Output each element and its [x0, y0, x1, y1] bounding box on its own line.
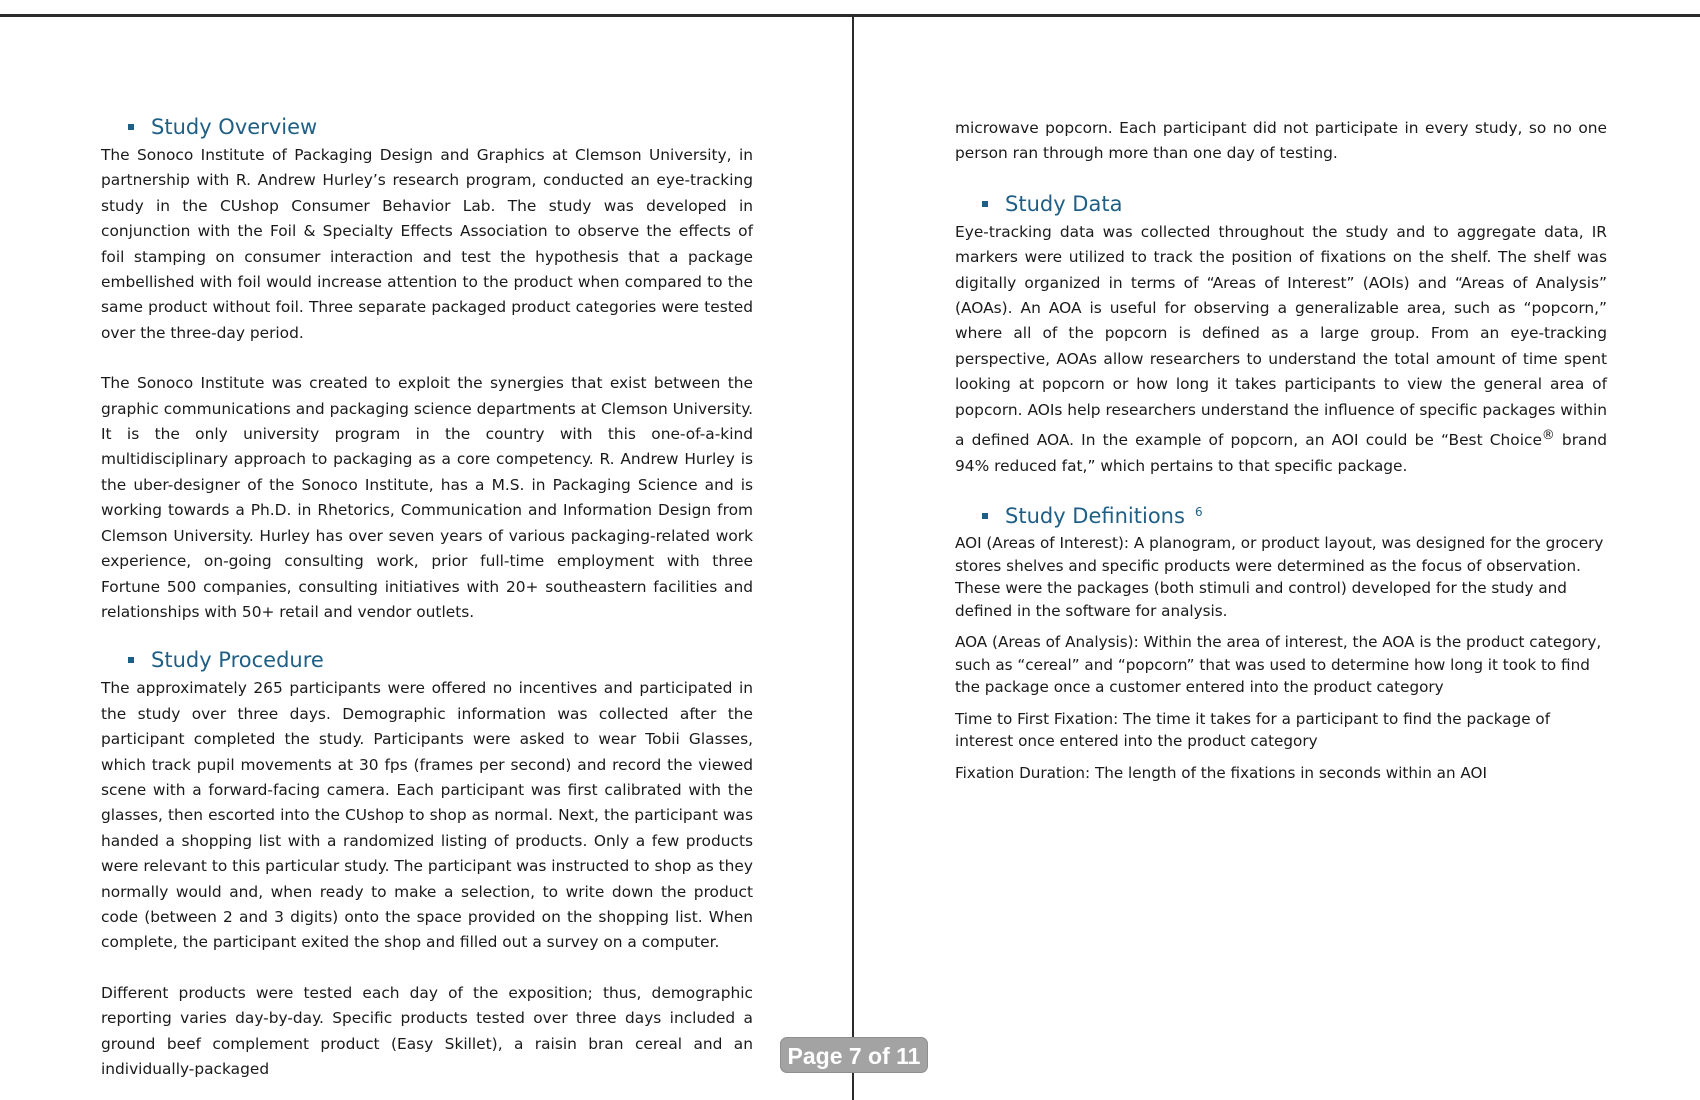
- study-data-paragraph: [955, 220, 1607, 479]
- procedure-continued-paragraph: microwave popcorn. Each participant did not participate in every study, so no one person ran through more than one day of testing.: [955, 119, 1607, 163]
- footnote-reference: 6: [1194, 505, 1203, 519]
- section-heading-study-procedure: [128, 645, 753, 675]
- square-bullet-icon: [128, 124, 134, 130]
- study-data-text-end: brand 94% reduced fat,” which pertains to that specific package.: [955, 431, 1607, 475]
- definitions-list: [955, 532, 1607, 784]
- page-number-indicator: Page 7 of 11: [780, 1037, 928, 1073]
- page-spread-divider: [852, 17, 854, 1100]
- heading-label: Study Overview: [151, 115, 318, 139]
- registered-trademark-mark: ®: [1541, 428, 1555, 444]
- right-page-column: [955, 116, 1607, 793]
- top-page-border: [0, 14, 1700, 17]
- section-heading-study-definitions: [982, 501, 1607, 531]
- definition-aoi: AOI (Areas of Interest): A planogram, or product layout, was designed for the grocery stores shelves and specific products were determined as the focus of observation. These were the packages (both stimuli and control) developed for the study and defined in the software for analysis.: [955, 534, 1604, 620]
- square-bullet-icon: [128, 657, 134, 663]
- overview-paragraph-2: The Sonoco Institute was created to exploit the synergies that exist between the graphic communications and packaging science departments at Clemson University. It is the only university program in the country with this one-of-a-kind multidisciplinary approach to packaging as a core competency. R. Andrew Hurley is the uber-designer of the Sonoco Institute, has a M.S. in Packaging Science and is working towards a Ph.D. in Rhetorics, Communication and Information Design from Clemson University. Hurley has over seven years of various packaging-related work experience, on-going consulting work, prior full-time employment with three Fortune 500 companies, consulting initiatives with 20+ southeastern facilities and relationships with 50+ retail and vendor outlets.: [101, 374, 753, 621]
- overview-paragraph-1: The Sonoco Institute of Packaging Design and Graphics at Clemson University, in partnership with R. Andrew Hurley’s research program, conducted an eye-tracking study in the CUshop Consumer Behavior Lab. The study was developed in conjunction with the Foil & Specialty Effects Association to observe the effects of foil stamping on consumer interaction and test the hypothesis that a package embellished with foil would increase attention to the product when compared to the same product without foil. Three separate packaged product categories were tested over the three-day period.: [101, 146, 753, 342]
- heading-label: Study Data: [1005, 191, 1123, 216]
- definition-fixation-duration: Fixation Duration: The length of the fixations in seconds within an AOI: [955, 763, 1487, 782]
- procedure-paragraph-2: Different products were tested each day of the exposition; thus, demographic reporting varies day-by-day. Specific products tested over three days included a ground beef complement product (Easy Skillet), a raisin bran cereal and an individually-packaged: [101, 983, 753, 1078]
- definition-aoa: AOA (Areas of Analysis): Within the area of interest, the AOA is the product category, such as “cereal” and “popcorn” that was used to determine how long it took to find the package once a customer entered into the product category: [955, 633, 1602, 696]
- section-heading-study-overview: [128, 112, 753, 142]
- heading-label: Study Definitions: [1005, 504, 1185, 528]
- heading-label: Study Procedure: [151, 648, 324, 673]
- definition-time-to-first-fixation: Time to First Fixation: The time it takes for a participant to find the package of interest once entered into the product category: [955, 709, 1551, 750]
- square-bullet-icon: [982, 513, 988, 519]
- left-page-column: [101, 112, 753, 1082]
- study-data-text: Eye-tracking data was collected throughout the study and to aggregate data, IR markers were utilized to track the position of fixations on the shelf. The shelf was digitally organized in terms of “Areas of Interest” (AOIs) and “Areas of Analysis” (AOAs). An AOA is useful for observing a generalizable area, such as “popcorn,” where all of the popcorn is defined as a large group. From an eye-tracking perspective, AOAs allow researchers to understand the total amount of time spent looking at popcorn or how long it takes participants to view the general area of popcorn. AOIs help researchers understand the influence of specific packages within a defined AOA. In the example of popcorn, an AOI could be “Best Choice: [955, 222, 1607, 450]
- procedure-paragraph-1: The approximately 265 participants were offered no incentives and participated in the study over three days. Demographic information was collected after the participant completed the study. Participants were asked to wear Tobii Glasses, which track pupil movements at 30 fps (frames per second) and record the viewed scene with a forward-facing camera. Each participant was first calibrated with the glasses, then escorted into the CUshop to shop as normal. Next, the participant was handed a shopping list with a randomized listing of products. Only a few products were relevant to this particular study. The participant was instructed to shop as they normally would and, when ready to make a selection, to write down the product code (between 2 and 3 digits) onto the space provided on the shopping list. When complete, the participant exited the shop and filled out a survey on a computer.: [101, 679, 754, 952]
- section-heading-study-data: [982, 189, 1607, 219]
- square-bullet-icon: [982, 201, 988, 207]
